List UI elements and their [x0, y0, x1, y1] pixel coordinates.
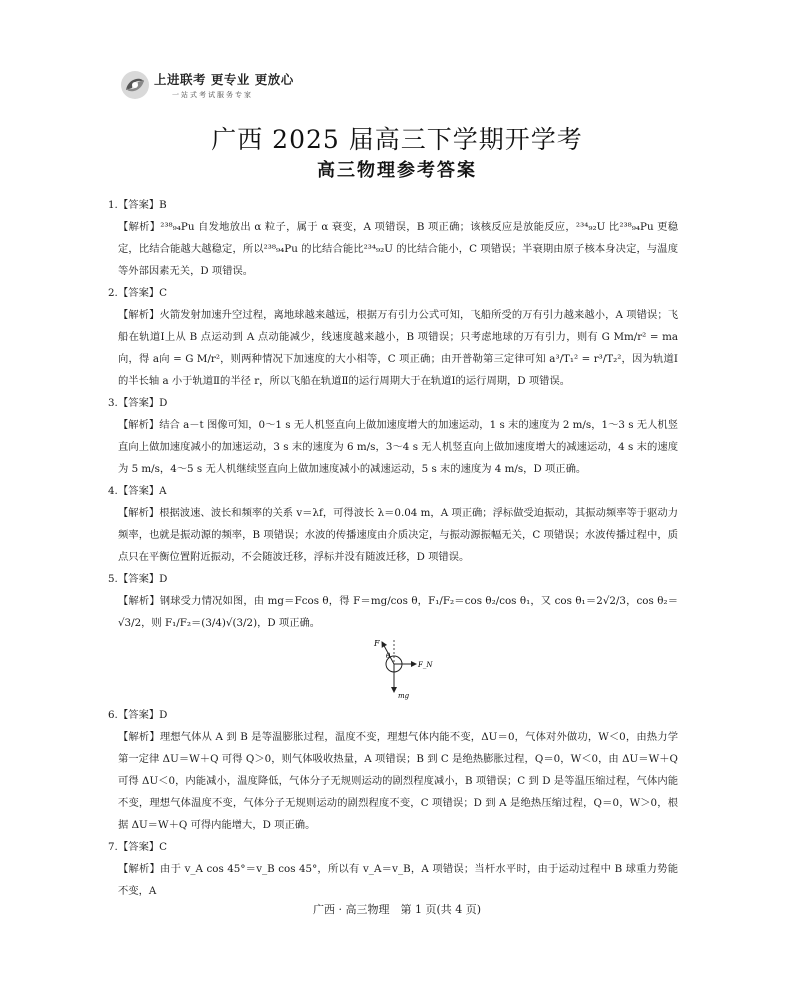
page-subtitle: 高三物理参考答案 [317, 160, 477, 181]
label-FN: F_N [418, 661, 433, 669]
question-number: 6. [108, 709, 118, 721]
answer-line: 【答案】A [118, 485, 167, 497]
answer-line: 【答案】B [118, 199, 167, 211]
explanation-text: 【解析】火箭发射加速升空过程，离地球越来越远，根据万有引力公式可知，飞船所受的万有引力越来越小，A 项错误；飞船在轨道Ⅰ上从 B 点运动到 A 点动能减少，线速度越来越小，B 项错误；只考虑地球的万有引力，则有 G Mm/r² = ma向，得 a向 = G M/r²，则两种情况下加速度的大小相等，C 项正确；由开普勒第三定律可知 a³/T₁² = r³/T₂²，因为轨道Ⅰ的半长轴 a 小于轨道Ⅱ的半径 r，所以飞船在轨道Ⅱ的运行周期大于在轨道Ⅰ的运行周期，D 项错误。 [118, 309, 678, 387]
force-diagram-svg [370, 636, 450, 700]
answer-line: 【答案】D [118, 709, 168, 721]
question-number: 7. [108, 841, 118, 853]
answer-line: 【答案】D [118, 573, 168, 585]
explanation-text: 【解析】结合 a－t 图像可知，0～1 s 无人机竖直向上做加速度增大的加速运动，1 s 末的速度为 2 m/s，1～3 s 无人机竖直向上做加速度减小的加速运动，3 s 末的速度为 6 m/s，3～4 s 无人机竖直向上做加速度增大的减速运动，4 s 末的速度为 5 m/s，4～5 s 无人机继续竖直向上做加速度减小的减速运动，5 s 末的速度为 4 m/s，D 项正确。 [118, 419, 678, 475]
answer-item-7 [108, 836, 678, 902]
logo-swirl-icon [120, 70, 150, 100]
answer-line: 【答案】C [118, 841, 168, 853]
answer-list [108, 194, 678, 902]
question-number: 4. [108, 485, 118, 497]
answer-item-6 [108, 704, 678, 836]
logo-sub-slogan: 一站式考试服务专家 [172, 91, 253, 99]
answer-item-5 [108, 568, 678, 700]
question-number: 2. [108, 287, 118, 299]
logo-slogan: 上进联考 更专业 更放心 [154, 72, 294, 87]
page-title: 广西 2025 届高三下学期开学考 [211, 125, 583, 154]
answer-item-4 [108, 480, 678, 568]
question-number: 3. [108, 397, 118, 409]
answer-item-3 [108, 392, 678, 480]
label-mg: mg [398, 692, 410, 700]
explanation-text: 【解析】钢球受力情况如图，由 mg＝Fcos θ，得 F＝mg/cos θ，F₁/F₂＝cos θ₂/cos θ₁，又 cos θ₁＝2√2/3，cos θ₂＝√3/2，则 F₁/F₂＝(3/4)√(3/2)，D 项正确。 [118, 595, 678, 629]
explanation-text: 【解析】²³⁸₉₄Pu 自发地放出 α 粒子，属于 α 衰变，A 项错误，B 项正确；该核反应是放能反应，²³⁴₉₂U 比²³⁸₉₄Pu 更稳定，比结合能越大越稳定，所以²³⁸₉₄Pu 的比结合能比²³⁴₉₂U 的比结合能小，C 项错误；半衰期由原子核本身决定，与温度等外部因素无关，D 项错误。 [118, 221, 678, 277]
label-F: F [374, 639, 380, 648]
force-diagram [118, 636, 678, 700]
answer-item-2 [108, 282, 678, 392]
page-footer: 广西 · 高三物理 第 1 页(共 4 页) [312, 903, 482, 916]
explanation-text: 【解析】理想气体从 A 到 B 是等温膨胀过程，温度不变，理想气体内能不变，ΔU＝0，气体对外做功，W＜0，由热力学第一定律 ΔU＝W＋Q 可得 Q＞0，则气体吸收热量，A 项错误；B 到 C 是绝热膨胀过程，Q＝0，W＜0，由 ΔU＝W＋Q 可得 ΔU＜0，内能减小，温度降低，气体分子无规则运动的剧烈程度减小，B 项错误；C 到 D 是等温压缩过程，气体内能不变，理想气体温度不变，气体分子无规则运动的剧烈程度不变，C 项错误；D 到 A 是绝热压缩过程，Q＝0，W＞0，根据 ΔU＝W＋Q 可得内能增大，D 项正确。 [118, 731, 678, 831]
answer-item-1 [108, 194, 678, 282]
label-theta: θ [386, 652, 391, 660]
explanation-text: 【解析】由于 v_A cos 45°＝v_B cos 45°，所以有 v_A＝v_B，A 项错误；当杆水平时，由于运动过程中 B 球重力势能不变，A [118, 863, 678, 897]
explanation-text: 【解析】根据波速、波长和频率的关系 v＝λf，可得波长 λ＝0.04 m，A 项正确；浮标做受迫振动，其振动频率等于驱动力频率，也就是振动源的频率，B 项错误；水波的传播速度由介质决定，与振动源振幅无关，C 项错误；水波传播过程中，质点只在平衡位置附近振动，不会随波迁移，浮标并没有随波迁移，D 项错误。 [118, 507, 678, 563]
logo [120, 70, 294, 100]
question-number: 5. [108, 573, 118, 585]
question-number: 1. [108, 199, 118, 211]
answer-line: 【答案】C [118, 287, 168, 299]
answer-line: 【答案】D [118, 397, 168, 409]
